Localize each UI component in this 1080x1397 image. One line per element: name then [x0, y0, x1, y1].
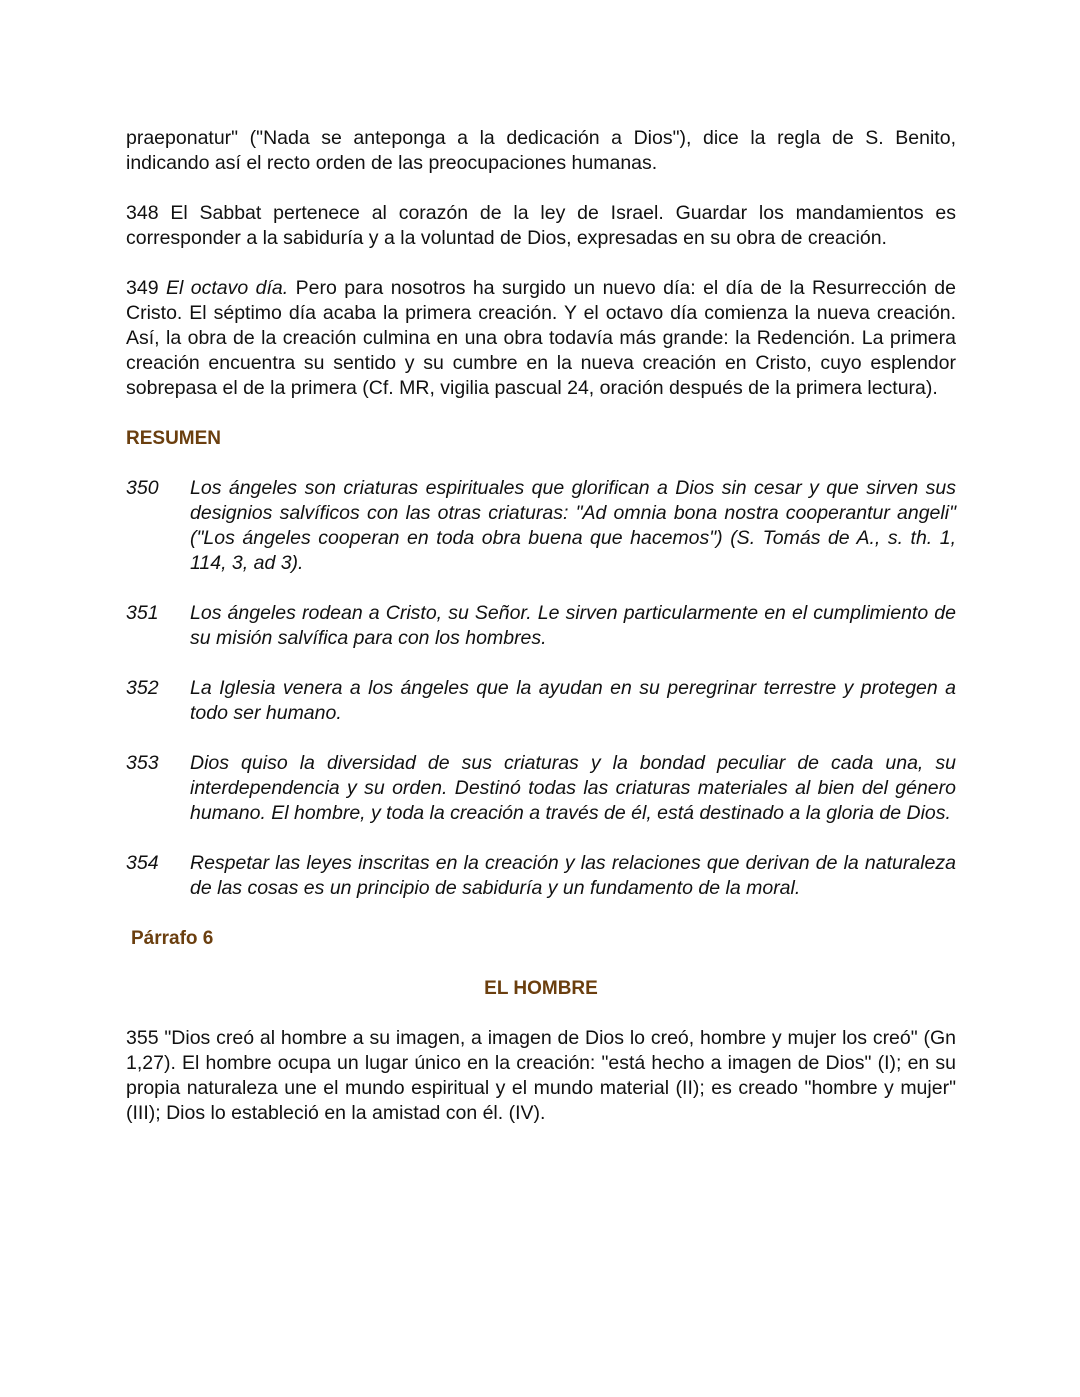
summary-item	[126, 476, 956, 576]
item-number: 351	[126, 602, 159, 624]
summary-item	[126, 601, 956, 651]
item-text: Los ángeles rodean a Cristo, su Señor. Le sirven particularmente en el cumplimiento de su misión salvífica para con los hombres.	[190, 602, 956, 649]
summary-item	[126, 676, 956, 726]
parrafo-heading: Párrafo 6	[131, 928, 214, 949]
document-page	[126, 126, 956, 1151]
item-number: 353	[126, 752, 159, 774]
paragraph-number: 349	[126, 277, 159, 299]
item-number: 350	[126, 477, 159, 499]
resumen-heading: RESUMEN	[126, 428, 222, 449]
paragraph-text: Pero para nosotros ha surgido un nuevo día: el día de la Resurrección de Cristo. El séptimo día acaba la primera creación. Y el octavo día comienza la nueva creación. Así, la obra de la creación culmina en una obra todavía más grande: la Redención. La primera creación encuentra su sentido y su cumbre en la nueva creación en Cristo, cuyo esplendor sobrepasa el de la primera (Cf. MR, vigilia pascual 24, oración después de la primera lectura).	[126, 277, 956, 399]
item-text: Respetar las leyes inscritas en la creación y las relaciones que derivan de la naturaleza de las cosas es un principio de sabiduría y un fundamento de la moral.	[190, 852, 956, 899]
item-number: 354	[126, 852, 159, 874]
item-text: La Iglesia venera a los ángeles que la ayudan en su peregrinar terrestre y protegen a todo ser humano.	[190, 677, 956, 724]
summary-item	[126, 751, 956, 826]
summary-item	[126, 851, 956, 901]
section-title: EL HOMBRE	[484, 978, 598, 999]
paragraph-355: 355 "Dios creó al hombre a su imagen, a imagen de Dios lo creó, hombre y mujer los creó" (Gn 1,27). El hombre ocupa un lugar único en la creación: "está hecho a imagen de Dios" (I); en su propia naturaleza une el mundo espiritual y el mundo material (II); es creado "hombre y mujer" (III); Dios lo estableció en la amistad con él. (IV).	[126, 1027, 956, 1124]
paragraph-349	[126, 276, 956, 401]
item-text: Dios quiso la diversidad de sus criaturas y la bondad peculiar de cada una, su interdependencia y su orden. Destinó todas las criaturas materiales al bien del género humano. El hombre, y toda la creación a través de él, está destinado a la gloria de Dios.	[190, 752, 956, 824]
intro-paragraph: praeponatur" ("Nada se anteponga a la dedicación a Dios"), dice la regla de S. Benito, indicando así el recto orden de las preocupaciones humanas.	[126, 127, 956, 174]
item-text: Los ángeles son criaturas espirituales que glorifican a Dios sin cesar y que sirven sus designios salvíficos con las otras criaturas: "Ad omnia bona nostra cooperantur angeli" ("Los ángeles cooperan en toda obra buena que hacemos") (S. Tomás de A., s. th. 1, 114, 3, ad 3).	[190, 477, 956, 574]
paragraph-348: 348 El Sabbat pertenece al corazón de la ley de Israel. Guardar los mandamientos es corresponder a la sabiduría y a la voluntad de Dios, expresadas en su obra de creación.	[126, 202, 956, 249]
item-number: 352	[126, 677, 159, 699]
paragraph-title: El octavo día.	[165, 277, 289, 299]
